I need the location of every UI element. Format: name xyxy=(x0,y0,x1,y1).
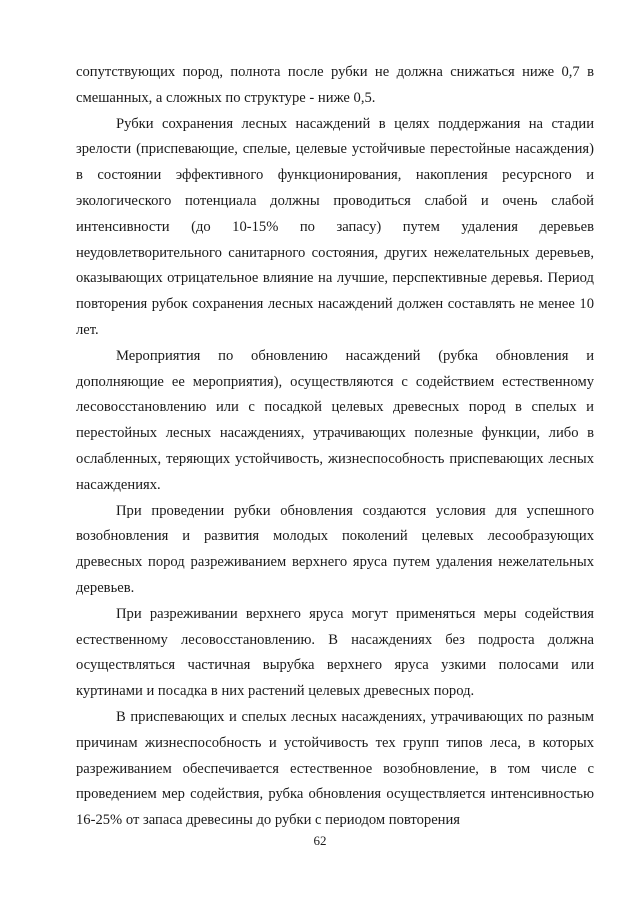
paragraph-maintenance-cuttings: Рубки сохранения лесных насаждений в целях поддержания на стадии зрелости (приспевающие, спелые, целевые устойчивые перестойные насаждения) в состоянии эффективного функционирования, накопления ресурсного и экологического потенциала должны проводиться слабой и очень слабой интенсивности (до 10-15% по запасу) путем удаления деревьев неудовлетворительного санитарного состояния, других нежелательных деревьев, оказывающих отрицательное влияние на лучшие, перспективные деревья. Период повторения рубок сохранения лесных насаждений должен составлять не менее 10 лет. xyxy=(76,115,594,338)
paragraph-continuation: сопутствующих пород, полнота после рубки не должна снижаться ниже 0,7 в смешанных, а сложных по структуре - ниже 0,5. xyxy=(76,64,594,106)
body-text xyxy=(76,60,594,834)
paragraph-renewal-conditions: При проведении рубки обновления создаются условия для успешного возобновления и развития молодых поколений целевых лесообразующих древесных пород разреживанием верхнего яруса путем удаления нежелательных деревьев. xyxy=(76,502,594,596)
paragraph-upper-layer-thinning: При разреживании верхнего яруса могут применяться меры содействия естественному лесовосстановлению. В насаждениях без подроста должна осуществляться частичная вырубка верхнего яруса узкими полосами или куртинами и посадка в них растений целевых древесных пород. xyxy=(76,605,594,700)
page-number: 62 xyxy=(313,833,327,848)
paragraph-renewal-measures: Мероприятия по обновлению насаждений (рубка обновления и дополняющие ее мероприятия), осуществляются с содействием естественному лесовосстановлению или с посадкой целевых древесных пород в спелых и перестойных лесных насаждениях, утрачивающих полезные функции, либо в ослабленных, теряющих устойчивость, жизнеспособность приспевающих лесных насаждениях. xyxy=(76,347,594,493)
paragraph-intensity: В приспевающих и спелых лесных насаждениях, утрачивающих по разным причинам жизнеспособность и устойчивость тех групп типов леса, в которых разреживанием обеспечивается естественное возобновление, в том числе с проведением мер содействия, рубка обновления осуществляется интенсивностью 16-25% от запаса древесины до рубки с периодом повторения xyxy=(76,708,594,829)
